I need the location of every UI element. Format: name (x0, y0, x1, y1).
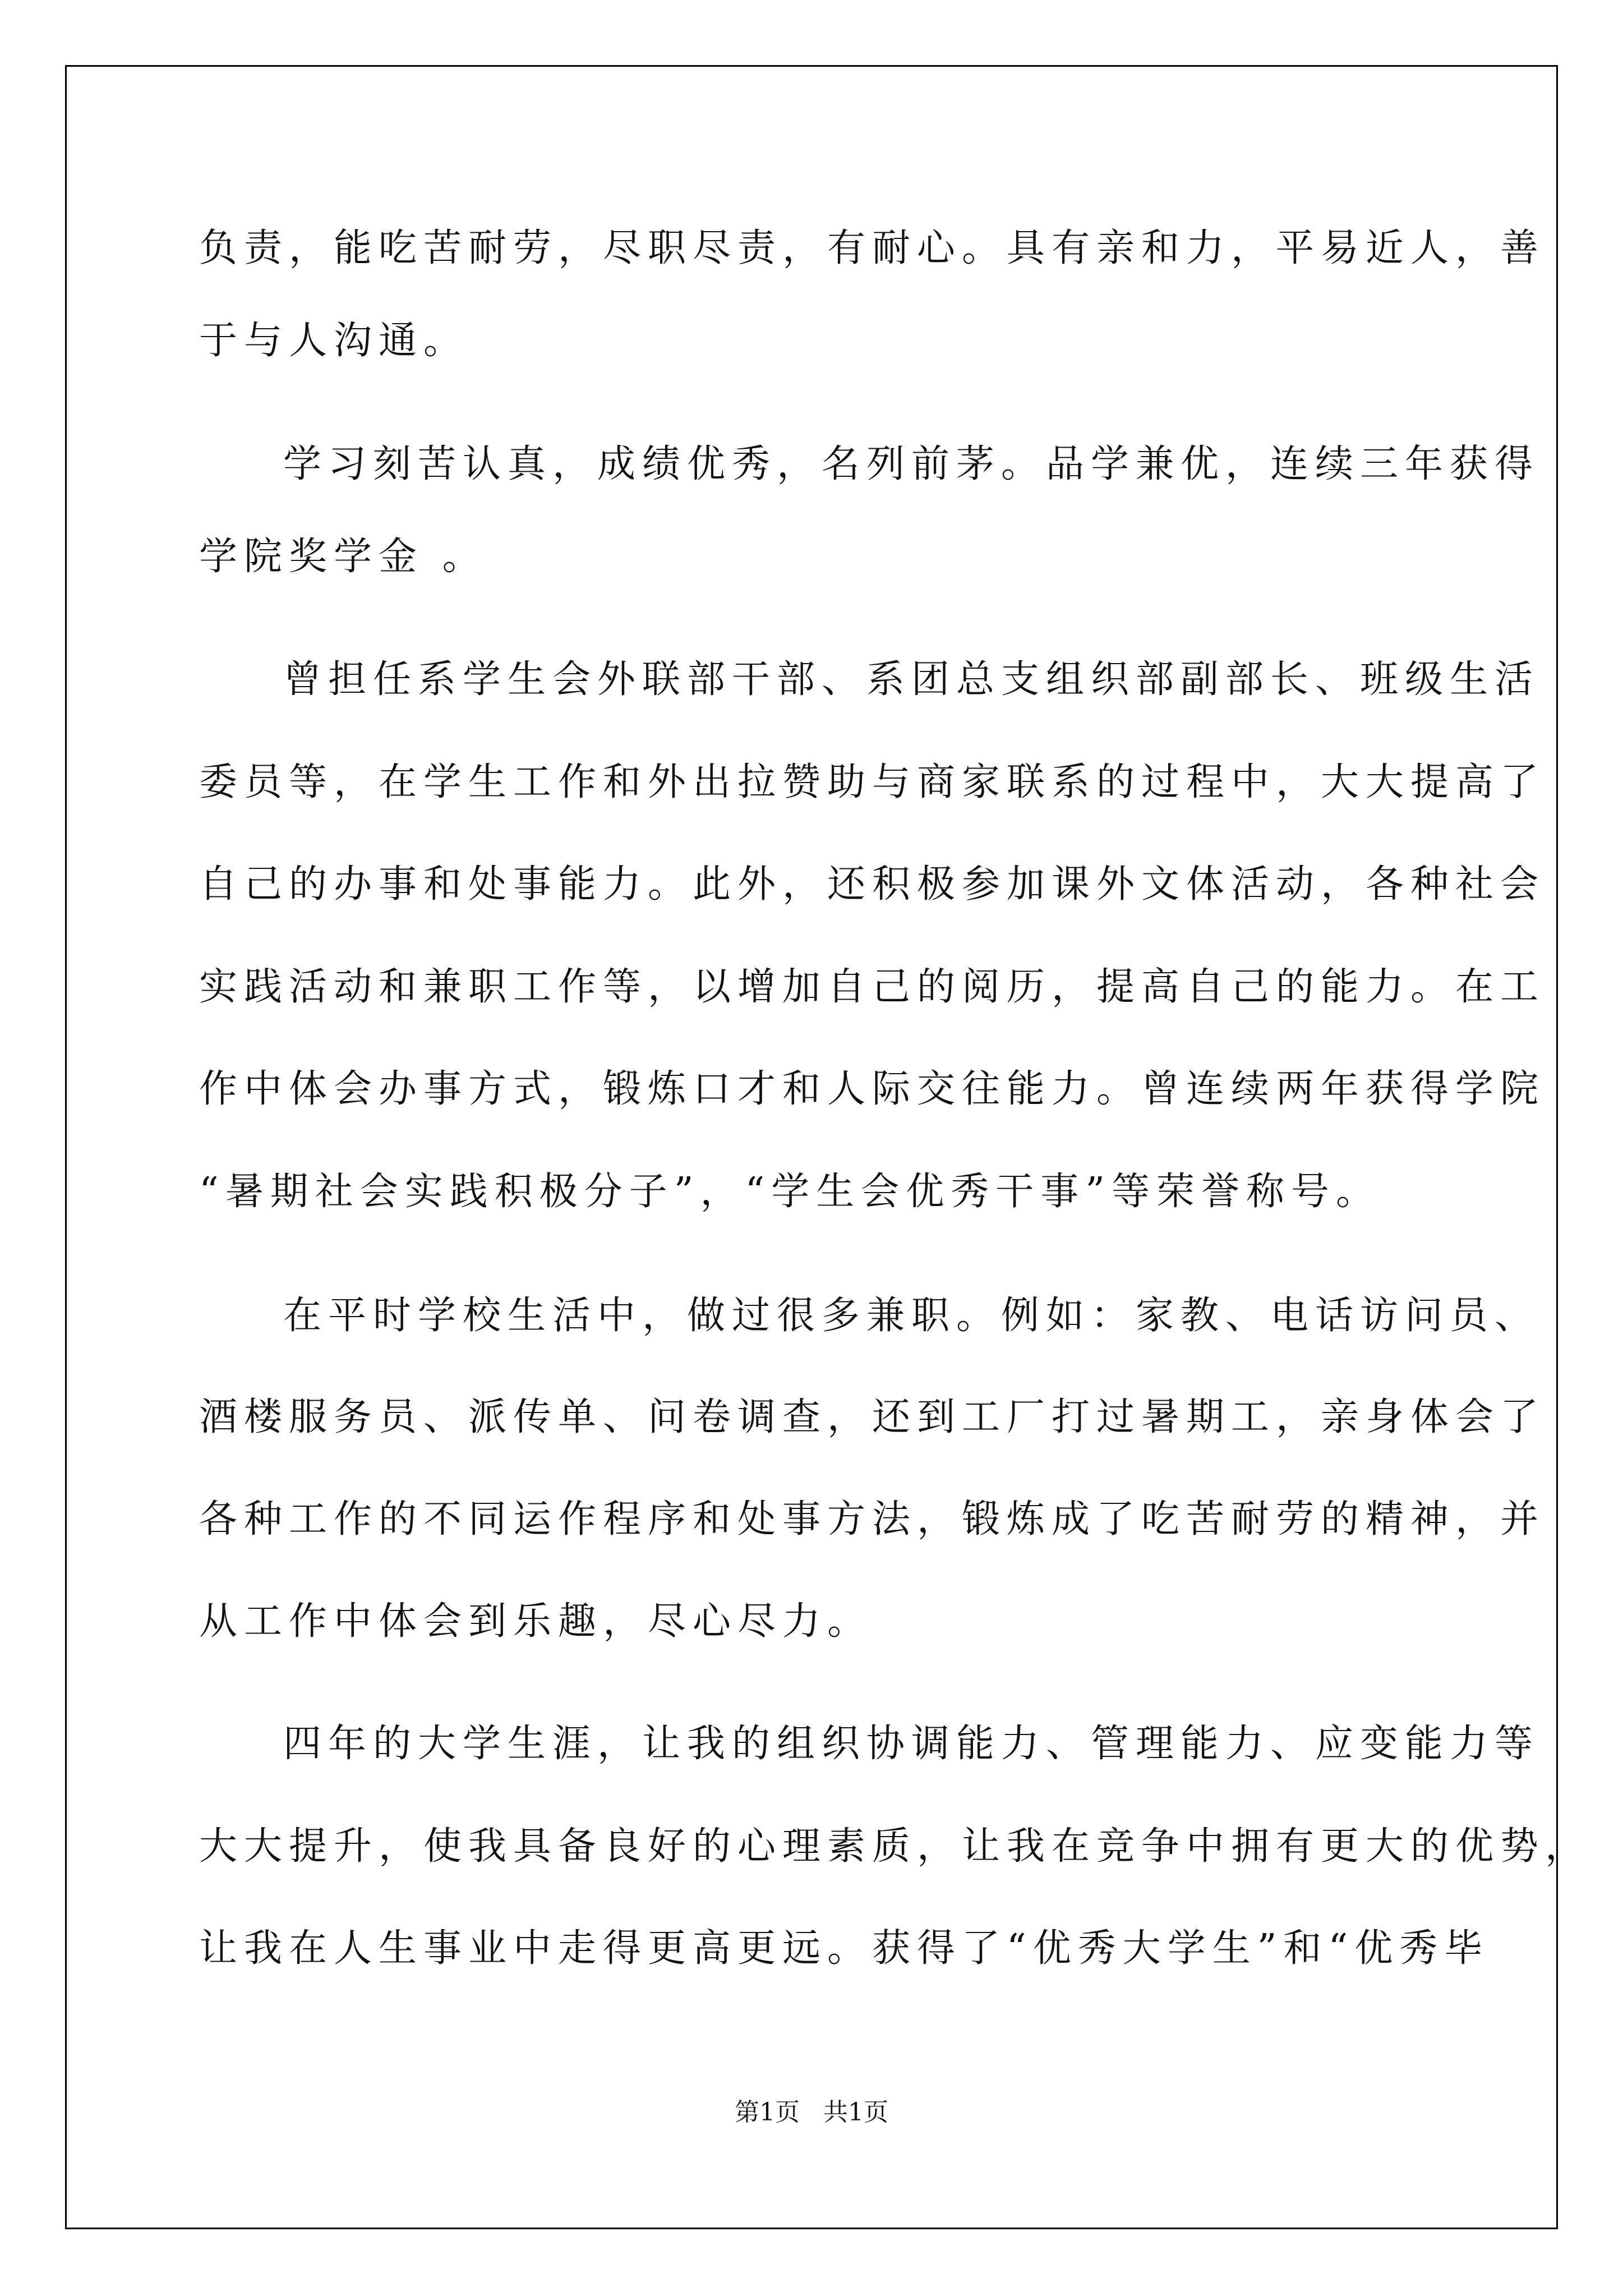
text-line: 让我在人生事业中走得更高更远。获得了“优秀大学生”和“优秀毕 (199, 1926, 1490, 1971)
text-line: 学习刻苦认真，成绩优秀，名列前茅。品学兼优，连续三年获得 (283, 442, 1540, 486)
text-line: 学院奖学金 。 (199, 535, 487, 579)
text-line: 于与人沟通。 (199, 319, 469, 363)
text-line: 曾担任系学生会外联部干部、系团总支组织部副部长、班级生活 (283, 657, 1540, 702)
text-line: 大大提升，使我具备良好的心理素质，让我在竞争中拥有更大的优势， (199, 1824, 1590, 1869)
text-line: 实践活动和兼职工作等，以增加自己的阅历，提高自己的能力。在工 (199, 965, 1546, 1009)
text-line: 酒楼服务员、派传单、问卷调查，还到工厂打过暑期工，亲身体会了 (199, 1395, 1546, 1439)
text-line: 在平时学校生活中，做过很多兼职。例如：家教、电话访问员、 (283, 1294, 1540, 1338)
text-line: 负责，能吃苦耐劳，尽职尽责，有耐心。具有亲和力，平易近人，善 (199, 226, 1546, 270)
page-number-footer: 第1页 共1页 (735, 2098, 888, 2127)
text-line: “暑期社会实践积极分子”，“学生会优秀干事”等荣誉称号。 (199, 1170, 1381, 1214)
text-line: 委员等，在学生工作和外出拉赞助与商家联系的过程中，大大提高了 (199, 760, 1546, 804)
text-line: 各种工作的不同运作程序和处事方法，锻炼成了吃苦耐劳的精神，并 (199, 1497, 1546, 1542)
page-border (65, 65, 1558, 2229)
text-line: 作中体会办事方式，锻炼口才和人际交往能力。曾连续两年获得学院 (199, 1067, 1546, 1111)
text-line: 四年的大学生涯，让我的组织协调能力、管理能力、应变能力等 (283, 1722, 1540, 1766)
text-line: 自己的办事和处事能力。此外，还积极参加课外文体活动，各种社会 (199, 862, 1546, 907)
text-line: 从工作中体会到乐趣，尽心尽力。 (199, 1599, 873, 1644)
